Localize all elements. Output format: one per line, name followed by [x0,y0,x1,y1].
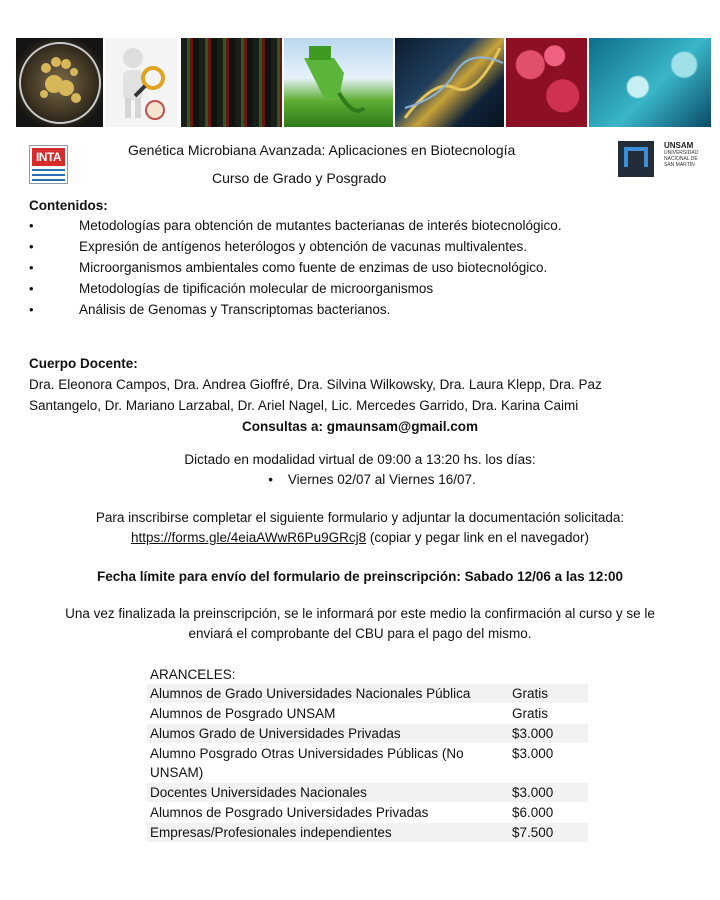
fee-value: $3.000 [512,746,554,761]
dna-helix-image [395,38,504,127]
fee-value: $3.000 [512,785,554,800]
fee-label: Empresas/Profesionales independientes [150,825,392,840]
table-row [147,684,588,703]
bullet-icon: • [29,260,34,275]
fee-value: $7.500 [512,825,554,840]
confirmacion-text: enviará el comprobante del CBU para el pago del mismo. [188,626,532,641]
fee-value: Gratis [512,706,549,721]
inta-logo-text: INTA [32,148,65,166]
form-link-note: (copiar y pegar link en el navegador) [366,530,589,545]
course-title: Genética Microbiana Avanzada: Aplicaciones en Biotecnología [128,142,516,158]
dictado-text: Dictado en modalidad virtual de 09:00 a 13:20 hs. los días: [184,452,536,467]
inta-logo-line [32,174,65,176]
table-row [147,783,588,802]
unsam-logo-subtitle: UNIVERSIDAD NACIONAL DE SAN MARTÍN [664,150,699,168]
table-row [147,803,588,822]
biofuel-image [284,38,393,127]
bullet-icon: • [29,302,34,317]
bullet-icon: • [29,281,34,296]
aranceles-rows [147,684,588,842]
table-row [147,744,588,782]
consultas-email: Consultas a: gmaunsam@gmail.com [242,419,478,434]
fee-label: Alumno Posgrado Otras Universidades Públicas (No UNSAM) [150,746,464,780]
unsam-logo [664,141,706,168]
magnifier-figure-image [105,38,176,127]
contenido-item: Análisis de Genomas y Transcriptomas bacterianos. [79,302,391,317]
docentes-line: Dra. Eleonora Campos, Dra. Andrea Gioffré, Dra. Silvina Wilkowsky, Dra. Laura Klepp, Dra. Paz [29,377,602,392]
inta-logo [29,145,68,184]
fee-label: Alumnos de Grado Universidades Nacionales Pública [150,686,471,701]
red-blood-cells-image [506,38,587,127]
fee-value: $6.000 [512,805,554,820]
fee-value: Gratis [512,686,549,701]
unsam-logo-shape [628,151,644,167]
unsam-logo-icon [618,141,654,177]
docentes-line: Santangelo, Dr. Mariano Larzabal, Dr. Ariel Nagel, Lic. Mercedes Garrido, Dra. Karina Caimi [29,398,579,413]
dna-sequence-image [181,38,282,127]
fee-value: $3.000 [512,726,554,741]
course-subtitle: Curso de Grado y Posgrado [212,170,387,186]
contenido-item: Metodologías de tipificación molecular de microorganismos [79,281,434,296]
fee-label: Alumos Grado de Universidades Privadas [150,726,401,741]
inta-logo-line [32,169,65,171]
aranceles-heading: ARANCELES: [150,667,236,682]
table-row [147,704,588,723]
dictado-dates-text: Viernes 02/07 al Viernes 16/07. [287,472,476,487]
inscripcion-link-line [0,530,720,545]
aranceles-table [147,665,588,843]
fee-label: Docentes Universidades Nacionales [150,785,367,800]
table-row [147,823,588,842]
dictado-dates [0,472,720,487]
contenidos-heading: Contenidos: [29,198,108,213]
fecha-limite: Fecha límite para envío del formulario de preinscripción: Sabado 12/06 a las 12:00 [97,569,623,584]
bullet-icon: • [29,239,34,254]
fee-label: Alumnos de Posgrado UNSAM [150,706,336,721]
inta-logo-line [32,179,65,181]
table-row [147,724,588,743]
bullet-icon: • [268,472,288,487]
contenido-item: Expresión de antígenos heterólogos y obtención de vacunas multivalentes. [79,239,528,254]
petri-dish-image [16,38,103,127]
bullet-icon: • [29,218,34,233]
contenido-item: Metodologías para obtención de mutantes bacterianas de interés biotecnológico. [79,218,562,233]
banner-image-strip [16,38,711,127]
confirmacion-text: Una vez finalizada la preinscripción, se le informará por este medio la confirmación al curso y se le [65,606,655,621]
fee-label: Alumnos de Posgrado Universidades Privadas [150,805,429,820]
inscripcion-text: Para inscribirse completar el siguiente formulario y adjuntar la documentación solicitada: [95,510,625,525]
form-link[interactable]: https://forms.gle/4eiaAWwR6Pu9GRcj8 [131,530,367,545]
contenido-item: Microorganismos ambientales como fuente de enzimas de uso biotecnológico. [79,260,548,275]
unsam-logo-text: UNSAM [664,141,694,150]
microorganisms-image [589,38,711,127]
docentes-heading: Cuerpo Docente: [29,356,138,371]
